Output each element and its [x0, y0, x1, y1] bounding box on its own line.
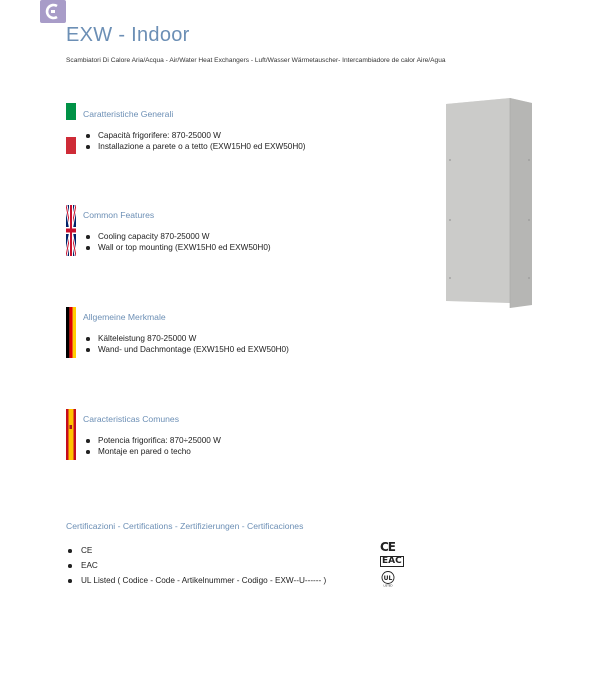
cabinet-unit-image	[444, 98, 534, 310]
eac-mark-icon: EAC	[382, 556, 402, 566]
list-item: Wand- und Dachmontage (EXW15H0 ed EXW50H0)	[83, 344, 289, 355]
list-item: Capacità frigorifere: 870-25000 W	[83, 130, 306, 141]
list-item: EAC	[66, 560, 326, 575]
page-title: EXW - Indoor	[66, 24, 190, 46]
page-subtitle: Scambiatori Di Calore Aria/Acqua - Air/Water Heat Exchangers - Luft/Wasser Wärmetauscher- Intercambiadore de calor Aire/Agua	[66, 57, 446, 64]
list-item: UL Listed ( Codice - Code - Artikelnummer - Codigo - EXW--U------ )	[66, 575, 326, 590]
certifications-list	[66, 545, 326, 590]
flag-italy-icon	[66, 103, 76, 154]
list-item: Installazione a parete o a tetto (EXW15H0 ed EXW50H0)	[83, 141, 306, 152]
flag-germany-icon	[66, 307, 76, 358]
flag-uk-icon	[66, 205, 76, 256]
flag-spain-icon	[66, 409, 76, 460]
product-image	[444, 98, 534, 315]
ul-mark-subtext: LISTED	[383, 584, 393, 587]
ul-mark-text: UL	[383, 575, 393, 582]
list-item: Cooling capacity 870-25000 W	[83, 231, 271, 242]
brand-logo-icon	[40, 0, 66, 23]
feature-list-german	[83, 333, 289, 355]
feature-list-english	[83, 231, 271, 253]
list-item: Kälteleistung 870-25000 W	[83, 333, 289, 344]
section-title-english: Common Features	[83, 210, 155, 220]
ce-mark-icon: CE	[380, 540, 396, 554]
list-item: Montaje en pared o techo	[83, 446, 221, 457]
certifications-title: Certificazioni - Certifications - Zertifizierungen - Certificaciones	[66, 521, 304, 531]
list-item: Potencia frigorifica: 870÷25000 W	[83, 435, 221, 446]
list-item: CE	[66, 545, 326, 560]
section-title-spanish: Caracteristicas Comunes	[83, 414, 179, 424]
feature-list-spanish	[83, 435, 221, 457]
feature-list-italian	[83, 130, 306, 152]
section-title-german: Allgemeine Merkmale	[83, 312, 166, 322]
ul-listed-mark-icon	[380, 571, 400, 591]
section-title-italian: Caratteristiche Generali	[83, 109, 174, 119]
brand-logo	[40, 0, 66, 23]
list-item: Wall or top mounting (EXW15H0 ed EXW50H0)	[83, 242, 271, 253]
